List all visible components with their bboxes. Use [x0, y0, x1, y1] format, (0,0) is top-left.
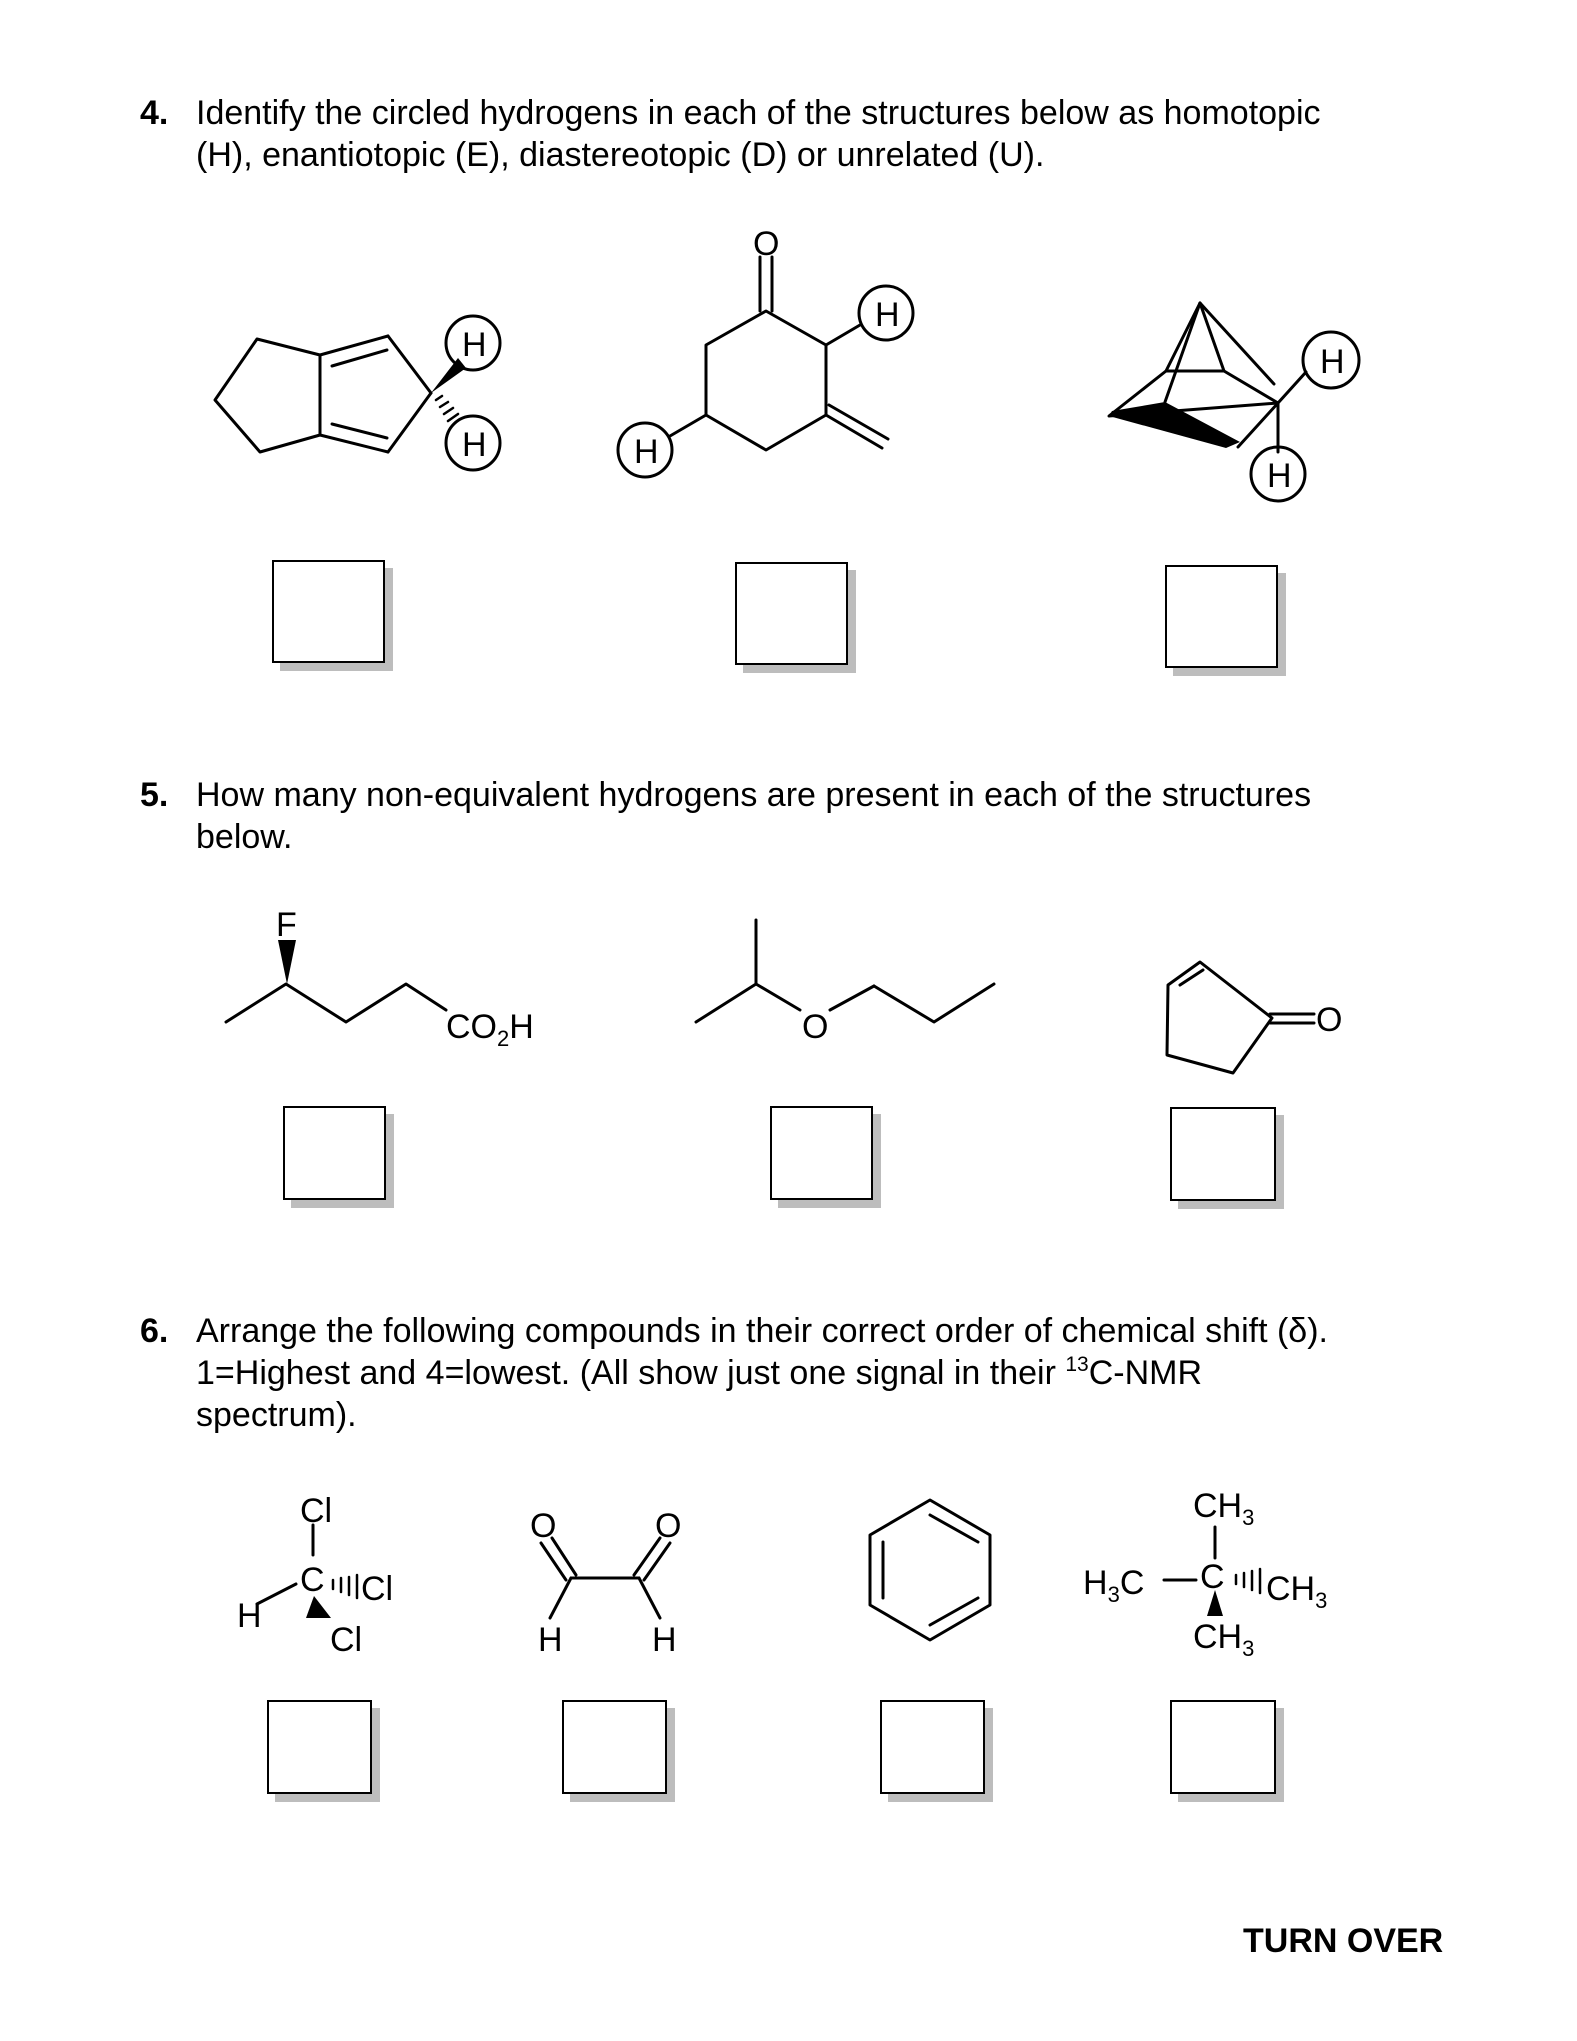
atom-label-c: C [300, 1561, 325, 1599]
atom-label-h3c: $H_3C$ [1083, 1564, 1145, 1607]
atom-label-h: H [237, 1597, 262, 1635]
answer-box-q5-3[interactable] [1170, 1107, 1276, 1201]
q5-structure-3 [1167, 962, 1314, 1073]
turn-over-label: TURN OVER [1243, 1922, 1444, 1960]
atom-label-o: O [753, 225, 780, 263]
question-text-line-2: (H), enantiotopic (E), diastereotopic (D) or unrelated (U). [196, 136, 1045, 174]
atom-label-h: H [538, 1621, 563, 1659]
question-text-line-2: below. [196, 818, 293, 856]
atom-label-o: O [1316, 1001, 1343, 1039]
atom-label-o: O [802, 1008, 829, 1046]
question-number: 5. [140, 776, 169, 814]
atom-label-cl: Cl [361, 1570, 394, 1608]
atom-label-ch3: $CH_3$ [1193, 1487, 1255, 1530]
atom-label-h: H [462, 426, 487, 464]
atom-label-h: H [875, 296, 900, 334]
answer-box-q5-2[interactable] [770, 1106, 873, 1200]
q6-structure-3 [870, 1500, 990, 1640]
q5-structure-2 [696, 920, 994, 1022]
q4-structure-2 [618, 257, 913, 477]
atom-label-cl: Cl [300, 1492, 333, 1530]
atom-label-o: O [655, 1507, 682, 1545]
atom-label-co2h: $CO_2H$ [446, 1008, 534, 1051]
question-text-line-3: spectrum). [196, 1396, 357, 1434]
answer-box-q5-1[interactable] [283, 1106, 386, 1200]
atom-label-o: O [530, 1507, 557, 1545]
q5-structure-1 [226, 940, 446, 1022]
q4-structure-3 [1109, 303, 1359, 501]
atom-label-h: H [652, 1621, 677, 1659]
q6-structure-2 [541, 1538, 670, 1618]
question-text-line-1: How many non-equivalent hydrogens are present in each of the structures [196, 776, 1312, 814]
answer-box-q6-2[interactable] [562, 1700, 667, 1794]
question-text-line-1: Identify the circled hydrogens in each of the structures below as homotopic [196, 94, 1321, 132]
atom-label-h: H [634, 433, 659, 471]
atom-label-h: H [462, 326, 487, 364]
answer-box-q4-1[interactable] [272, 560, 385, 663]
question-number: 6. [140, 1312, 169, 1350]
question-text-line-1: Arrange the following compounds in their correct order of chemical shift (δ). [196, 1312, 1328, 1350]
answer-box-q4-3[interactable] [1165, 565, 1278, 668]
atom-label-ch3: $CH_3$ [1193, 1618, 1255, 1661]
answer-box-q6-3[interactable] [880, 1700, 985, 1794]
atom-label-h: H [1320, 343, 1345, 381]
answer-box-q6-1[interactable] [267, 1700, 372, 1794]
question-text-line-2: 1=Highest and 4=lowest. (All show just one signal in their $^{13}$C-NMR [196, 1353, 1203, 1392]
atom-label-ch3: $CH_3$ [1266, 1570, 1328, 1613]
atom-label-f: F [276, 906, 297, 944]
q4-structure-1 [215, 316, 500, 470]
answer-box-q4-2[interactable] [735, 562, 848, 665]
atom-label-cl: Cl [330, 1621, 363, 1659]
atom-label-h: H [1267, 457, 1292, 495]
question-number: 4. [140, 94, 169, 132]
answer-box-q6-4[interactable] [1170, 1700, 1276, 1794]
atom-label-c: C [1200, 1558, 1225, 1596]
